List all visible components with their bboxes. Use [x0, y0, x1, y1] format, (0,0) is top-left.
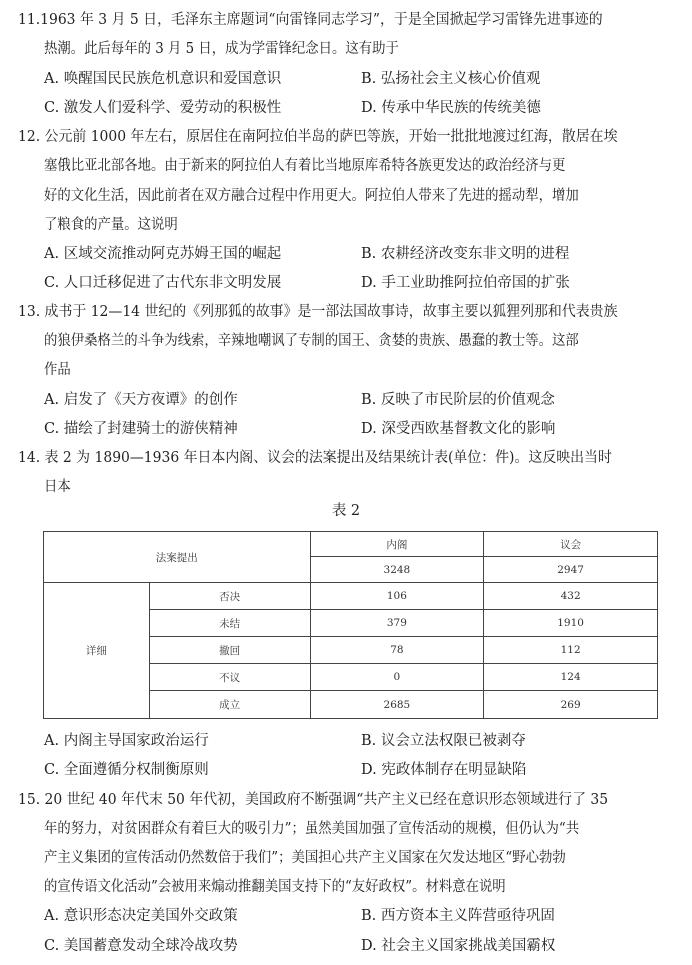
table-cell: 0 [310, 664, 484, 691]
question-14-option-a: A. 内阁主导国家政治运行 [44, 733, 209, 749]
table-label-detail: 详细 [44, 583, 150, 719]
question-13-stem-line-1: 13. 成书于 12—14 世纪的《列那狐的故事》是一部法国故事诗，故事主要以狐狸列那和代表贵族 [18, 304, 618, 320]
table-cell: 2947 [484, 557, 658, 583]
question-11-option-b: B. 弘扬社会主义核心价值观 [361, 71, 541, 87]
table-header-cabinet: 内阁 [310, 532, 484, 557]
question-13-stem-line-2: 的狼伊桑格兰的斗争为线索，辛辣地嘲讽了专制的国王、贪婪的贵族、愚蠢的教士等。这部 [44, 333, 579, 349]
question-14-option-b: B. 议会立法权限已被剥夺 [361, 733, 526, 749]
table-row-label: 成立 [149, 691, 310, 719]
question-15-stem-line-3: 产主义集团的宣传活动仍然数倍于我们”；美国担心共产主义国家在欠发达地区“野心勃勃 [44, 850, 566, 866]
question-14-option-d: D. 宪政体制存在明显缺陷 [361, 762, 527, 778]
table-row-label: 不议 [149, 664, 310, 691]
question-11-option-a: A. 唤醒国民民族危机意识和爱国意识 [44, 71, 282, 87]
table-cell: 1910 [484, 610, 658, 637]
question-11-stem-line-1: 11.1963 年 3 月 5 日，毛泽东主席题词“向雷锋同志学习”，于是全国掀起学习雷锋先进事迹的 [18, 12, 603, 28]
table-cell: 112 [484, 637, 658, 664]
question-14-stem-line-2: 日本 [44, 479, 71, 495]
table-header-bill-proposal: 法案提出 [44, 532, 311, 583]
table-cell: 3248 [310, 557, 484, 583]
question-12-option-d: D. 手工业助推阿拉伯帝国的扩张 [361, 275, 570, 291]
question-15-stem-line-1: 15. 20 世纪 40 年代末 50 年代初，美国政府不断强调“共产主义已经在意识形态领域进行了 35 [18, 792, 609, 808]
question-15-option-a: A. 意识形态决定美国外交政策 [44, 908, 238, 924]
question-13-option-a: A. 启发了《天方夜谭》的创作 [44, 392, 238, 408]
question-11-option-c: C. 激发人们爱科学、爱劳动的积极性 [44, 100, 282, 116]
statistics-table [43, 531, 658, 719]
question-15-stem-line-4: 的宣传语文化活动”会被用来煽动推翻美国支持下的“友好政权”。材料意在说明 [44, 879, 506, 895]
table-cell: 106 [310, 583, 484, 610]
question-15-option-c: C. 美国蓄意发动全球冷战攻势 [44, 938, 238, 954]
question-15-option-d: D. 社会主义国家挑战美国霸权 [361, 938, 556, 954]
table-cell: 379 [310, 610, 484, 637]
table-cell: 432 [484, 583, 658, 610]
question-11-stem-line-2: 热潮。此后每年的 3 月 5 日，成为学雷锋纪念日。这有助于 [44, 41, 399, 57]
question-15-option-b: B. 西方资本主义阵营亟待巩固 [361, 908, 555, 924]
table-cell: 124 [484, 664, 658, 691]
question-14-option-c: C. 全面遵循分权制衡原则 [44, 762, 209, 778]
question-13-option-b: B. 反映了市民阶层的价值观念 [361, 392, 555, 408]
question-12-stem-line-3: 好的文化生活，因此前者在双方融合过程中作用更大。阿拉伯人带来了先进的摇动犁，增加 [44, 188, 579, 204]
question-12-option-c: C. 人口迁移促进了古代东非文明发展 [44, 275, 282, 291]
question-13-option-d: D. 深受西欧基督教文化的影响 [361, 421, 556, 437]
question-12-stem-line-4: 了粮食的产量。这说明 [44, 217, 178, 233]
question-12-stem-line-2: 塞俄比亚北部各地。由于新来的阿拉伯人有着比当地原库希特各族更发达的政治经济与更 [44, 158, 566, 174]
question-13-option-c: C. 描绘了封建骑士的游侠精神 [44, 421, 238, 437]
question-13-stem-line-3: 作品 [44, 362, 71, 378]
table-cell: 2685 [310, 691, 484, 719]
table-header-parliament: 议会 [484, 532, 658, 557]
question-11-option-d: D. 传承中华民族的传统美德 [361, 100, 541, 116]
table-row-label: 否决 [149, 583, 310, 610]
question-15-stem-line-2: 年的努力，对贫困群众有着巨大的吸引力”；虽然美国加强了宣传活动的规模，但仍认为“共 [44, 821, 580, 837]
question-12-option-b: B. 农耕经济改变东非文明的进程 [361, 246, 570, 262]
question-14-stem-line-1: 14. 表 2 为 1890—1936 年日本内阁、议会的法案提出及结果统计表(单位：件)。这反映出当时 [18, 450, 612, 466]
table-row-label: 未结 [149, 610, 310, 637]
table-cell: 78 [310, 637, 484, 664]
table-row-label: 撤回 [149, 637, 310, 664]
question-12-stem-line-1: 12. 公元前 1000 年左右，原居住在南阿拉伯半岛的萨巴等族，开始一批批地渡过红海，散居在埃 [18, 129, 618, 145]
question-12-option-a: A. 区域交流推动阿克苏姆王国的崛起 [44, 246, 282, 262]
table-cell: 269 [484, 691, 658, 719]
table-caption: 表 2 [331, 503, 361, 519]
